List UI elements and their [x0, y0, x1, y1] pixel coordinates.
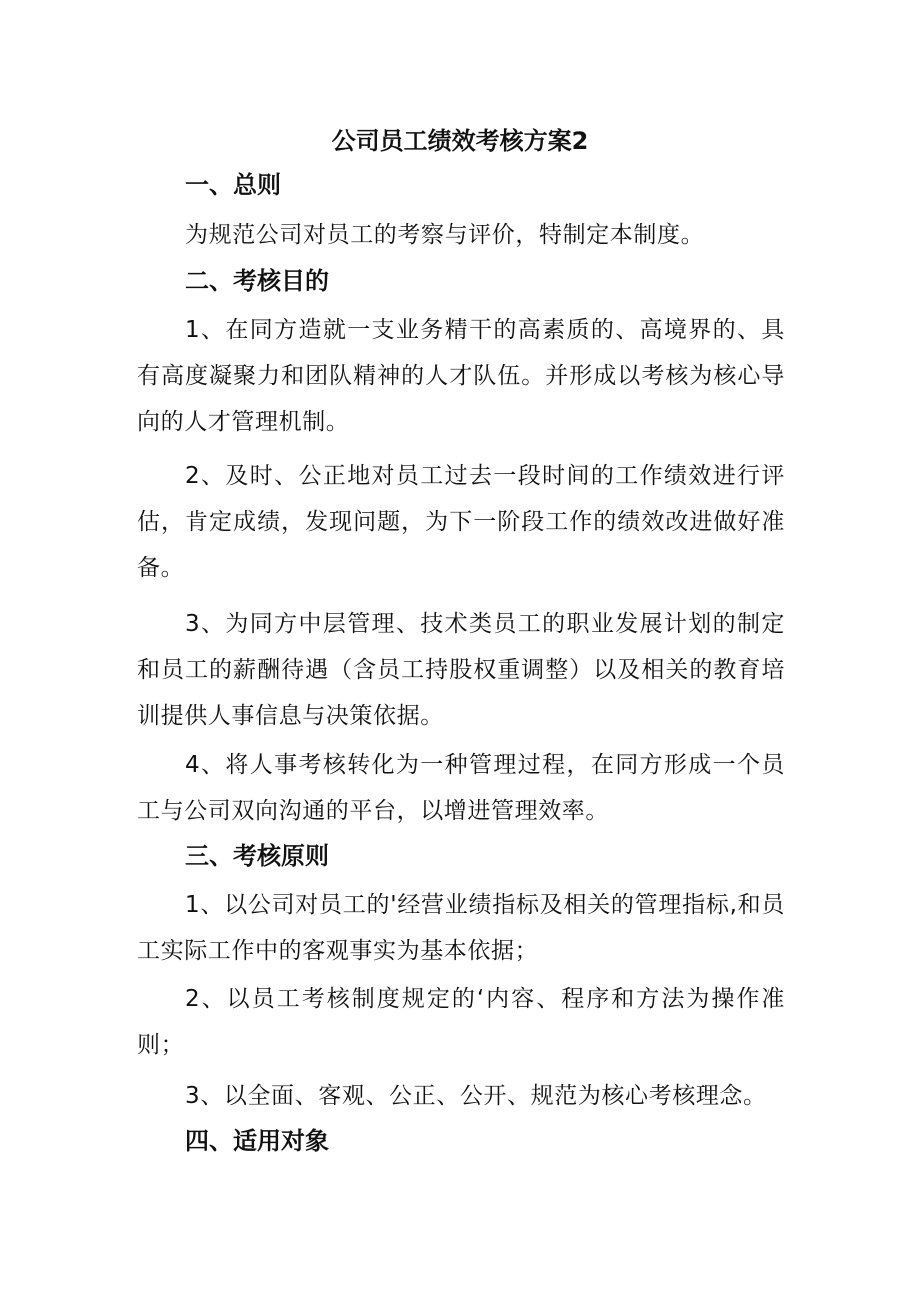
section-heading-purpose: 二、考核目的: [185, 267, 329, 295]
paragraph: 为规范公司对员工的考察与评价，特制定本制度。: [185, 222, 705, 248]
section-heading-principles: 三、考核原则: [185, 842, 329, 870]
paragraph: 1、在同方造就一支业务精干的高素质的、高境界的、具有高度凝聚力和团队精神的人才队伍。并形成以考核为核心导向的人才管理机制。: [137, 317, 785, 435]
paragraph: 2、及时、公正地对员工过去一段时间的工作绩效进行评估，肯定成绩，发现问题，为下一阶段工作的绩效改进做好准备。: [137, 463, 785, 581]
section-heading-general: 一、总则: [185, 171, 281, 199]
paragraph: 3、为同方中层管理、技术类员工的职业发展计划的制定和员工的薪酬待遇（含员工持股权重调整）以及相关的教育培训提供人事信息与决策依据。: [137, 611, 785, 729]
paragraph: 3、以全面、客观、公正、公开、规范为核心考核理念。: [185, 1083, 767, 1109]
paragraph: 1、以公司对员工的'经营业绩指标及相关的管理指标,和员工实际工作中的客观事实为基本依据；: [137, 892, 785, 964]
section-heading-scope: 四、适用对象: [185, 1127, 329, 1155]
paragraph: 4、将人事考核转化为一种管理过程，在同方形成一个员工与公司双向沟通的平台，以增进管理效率。: [137, 752, 785, 824]
paragraph: 2、以员工考核制度规定的‘内容、程序和方法为操作准则；: [137, 986, 785, 1058]
document-title: 公司员工绩效考核方案2: [331, 127, 589, 155]
